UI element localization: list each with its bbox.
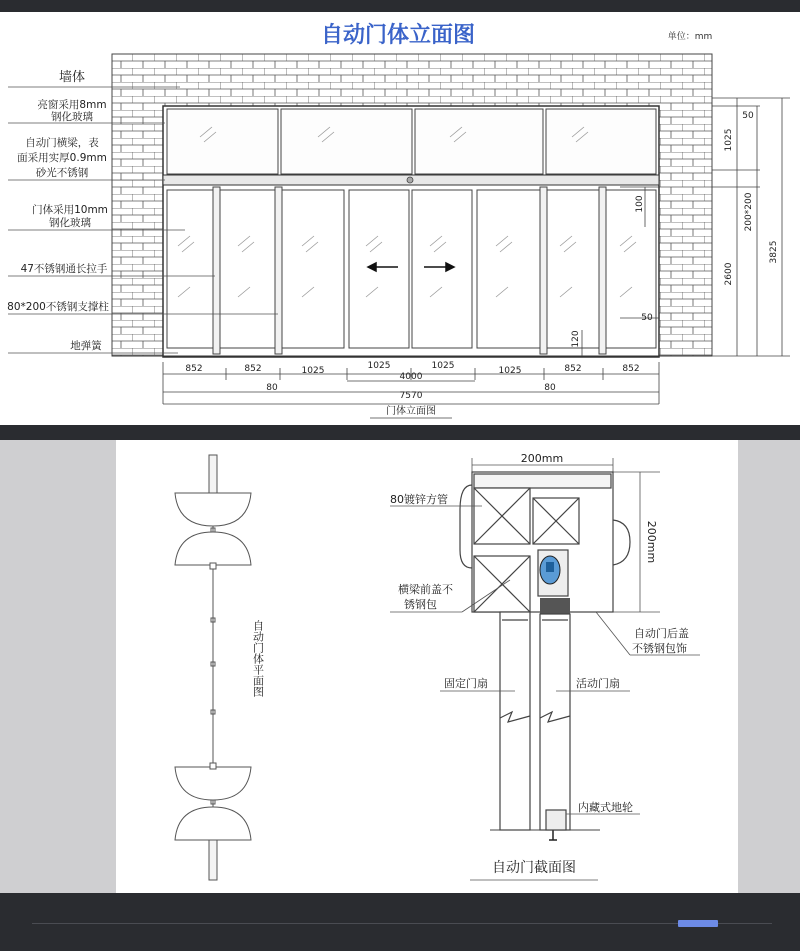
dim-4000: 4000: [399, 372, 423, 382]
dim-2600: 2600: [724, 262, 734, 286]
label-tube: 80镀锌方管: [390, 493, 448, 506]
elevation-drawing: [0, 12, 800, 425]
label-rear-cover-1: 自动门后盖: [634, 627, 689, 640]
dim-200x200: 200*200: [744, 192, 754, 232]
label-wall: 墙体: [58, 70, 86, 85]
footer-line: [32, 923, 772, 924]
elevation-title: 自动门体立面图: [320, 23, 476, 48]
label-fixed-leaf: 固定门扇: [444, 677, 488, 690]
dim-120: 120: [571, 330, 581, 348]
label-front-cover-1: 横梁前盖不: [398, 583, 453, 596]
track-rail: [540, 598, 570, 614]
dim-852-a: 852: [185, 364, 203, 374]
dim-3825: 3825: [769, 240, 779, 264]
label-beam-3: 砂光不锈钢: [35, 167, 89, 179]
dim-1025-c: 1025: [431, 361, 455, 371]
label-beam-2: 面采用实厚0.9mm: [17, 152, 107, 164]
dim-1025-b: 1025: [367, 361, 391, 371]
label-handle: 47不锈钢通长拉手: [20, 263, 108, 275]
label-floor-spring: 地弹簧: [70, 340, 102, 352]
label-transom-glass-2: 钢化玻璃: [51, 111, 93, 123]
label-front-cover-2: 锈钢包: [404, 598, 437, 611]
section-caption: 自动门截面图: [492, 860, 576, 876]
footer-accent: [678, 920, 718, 927]
label-floor-wheel: 内藏式地轮: [578, 801, 633, 814]
label-column: 80*200不锈钢支撑柱: [7, 301, 109, 313]
beam-sensor: [407, 177, 413, 183]
middle-band: [0, 425, 800, 440]
dim-7570: 7570: [399, 391, 423, 401]
section-body: [460, 472, 630, 612]
elevation-caption: 门体立面图: [386, 406, 436, 417]
bottom-band: [0, 893, 800, 951]
dim-50-top: 50: [742, 111, 754, 121]
dim-1025-right: 1025: [724, 128, 734, 152]
dim-100: 100: [635, 195, 645, 213]
dim-80-right: 80: [544, 383, 556, 393]
label-transom-glass-1: 亮窗采用8mm: [37, 99, 107, 111]
dim-80-left: 80: [266, 383, 278, 393]
dim-852-d: 852: [622, 364, 640, 374]
label-active-leaf: 活动门扇: [576, 677, 620, 690]
lower-section: [0, 440, 800, 893]
plan-title: 自动门体平面图: [251, 620, 265, 697]
label-door-glass-2: 钢化玻璃: [49, 217, 91, 229]
dim-1025-d: 1025: [498, 366, 522, 376]
label-door-glass-1: 门体采用10mm: [32, 204, 108, 216]
section-dim-height: 200mm: [645, 520, 658, 564]
elevation-svg: [0, 12, 800, 425]
dim-852-c: 852: [564, 364, 582, 374]
dim-50-mid: 50: [641, 313, 653, 323]
label-rear-cover-2: 不锈钢包饰: [632, 642, 687, 655]
dim-1025-a: 1025: [301, 366, 325, 376]
lower-svg: [0, 440, 800, 893]
door-leaves: [167, 190, 656, 348]
label-beam-1: 自动门横梁，表: [25, 137, 99, 149]
dim-852-b: 852: [244, 364, 262, 374]
roller-hub: [546, 562, 554, 572]
top-band: [0, 0, 800, 12]
transom-panels: [167, 109, 656, 174]
section-dim-width: 200mm: [520, 452, 564, 465]
unit-label: 单位：mm: [667, 32, 713, 42]
